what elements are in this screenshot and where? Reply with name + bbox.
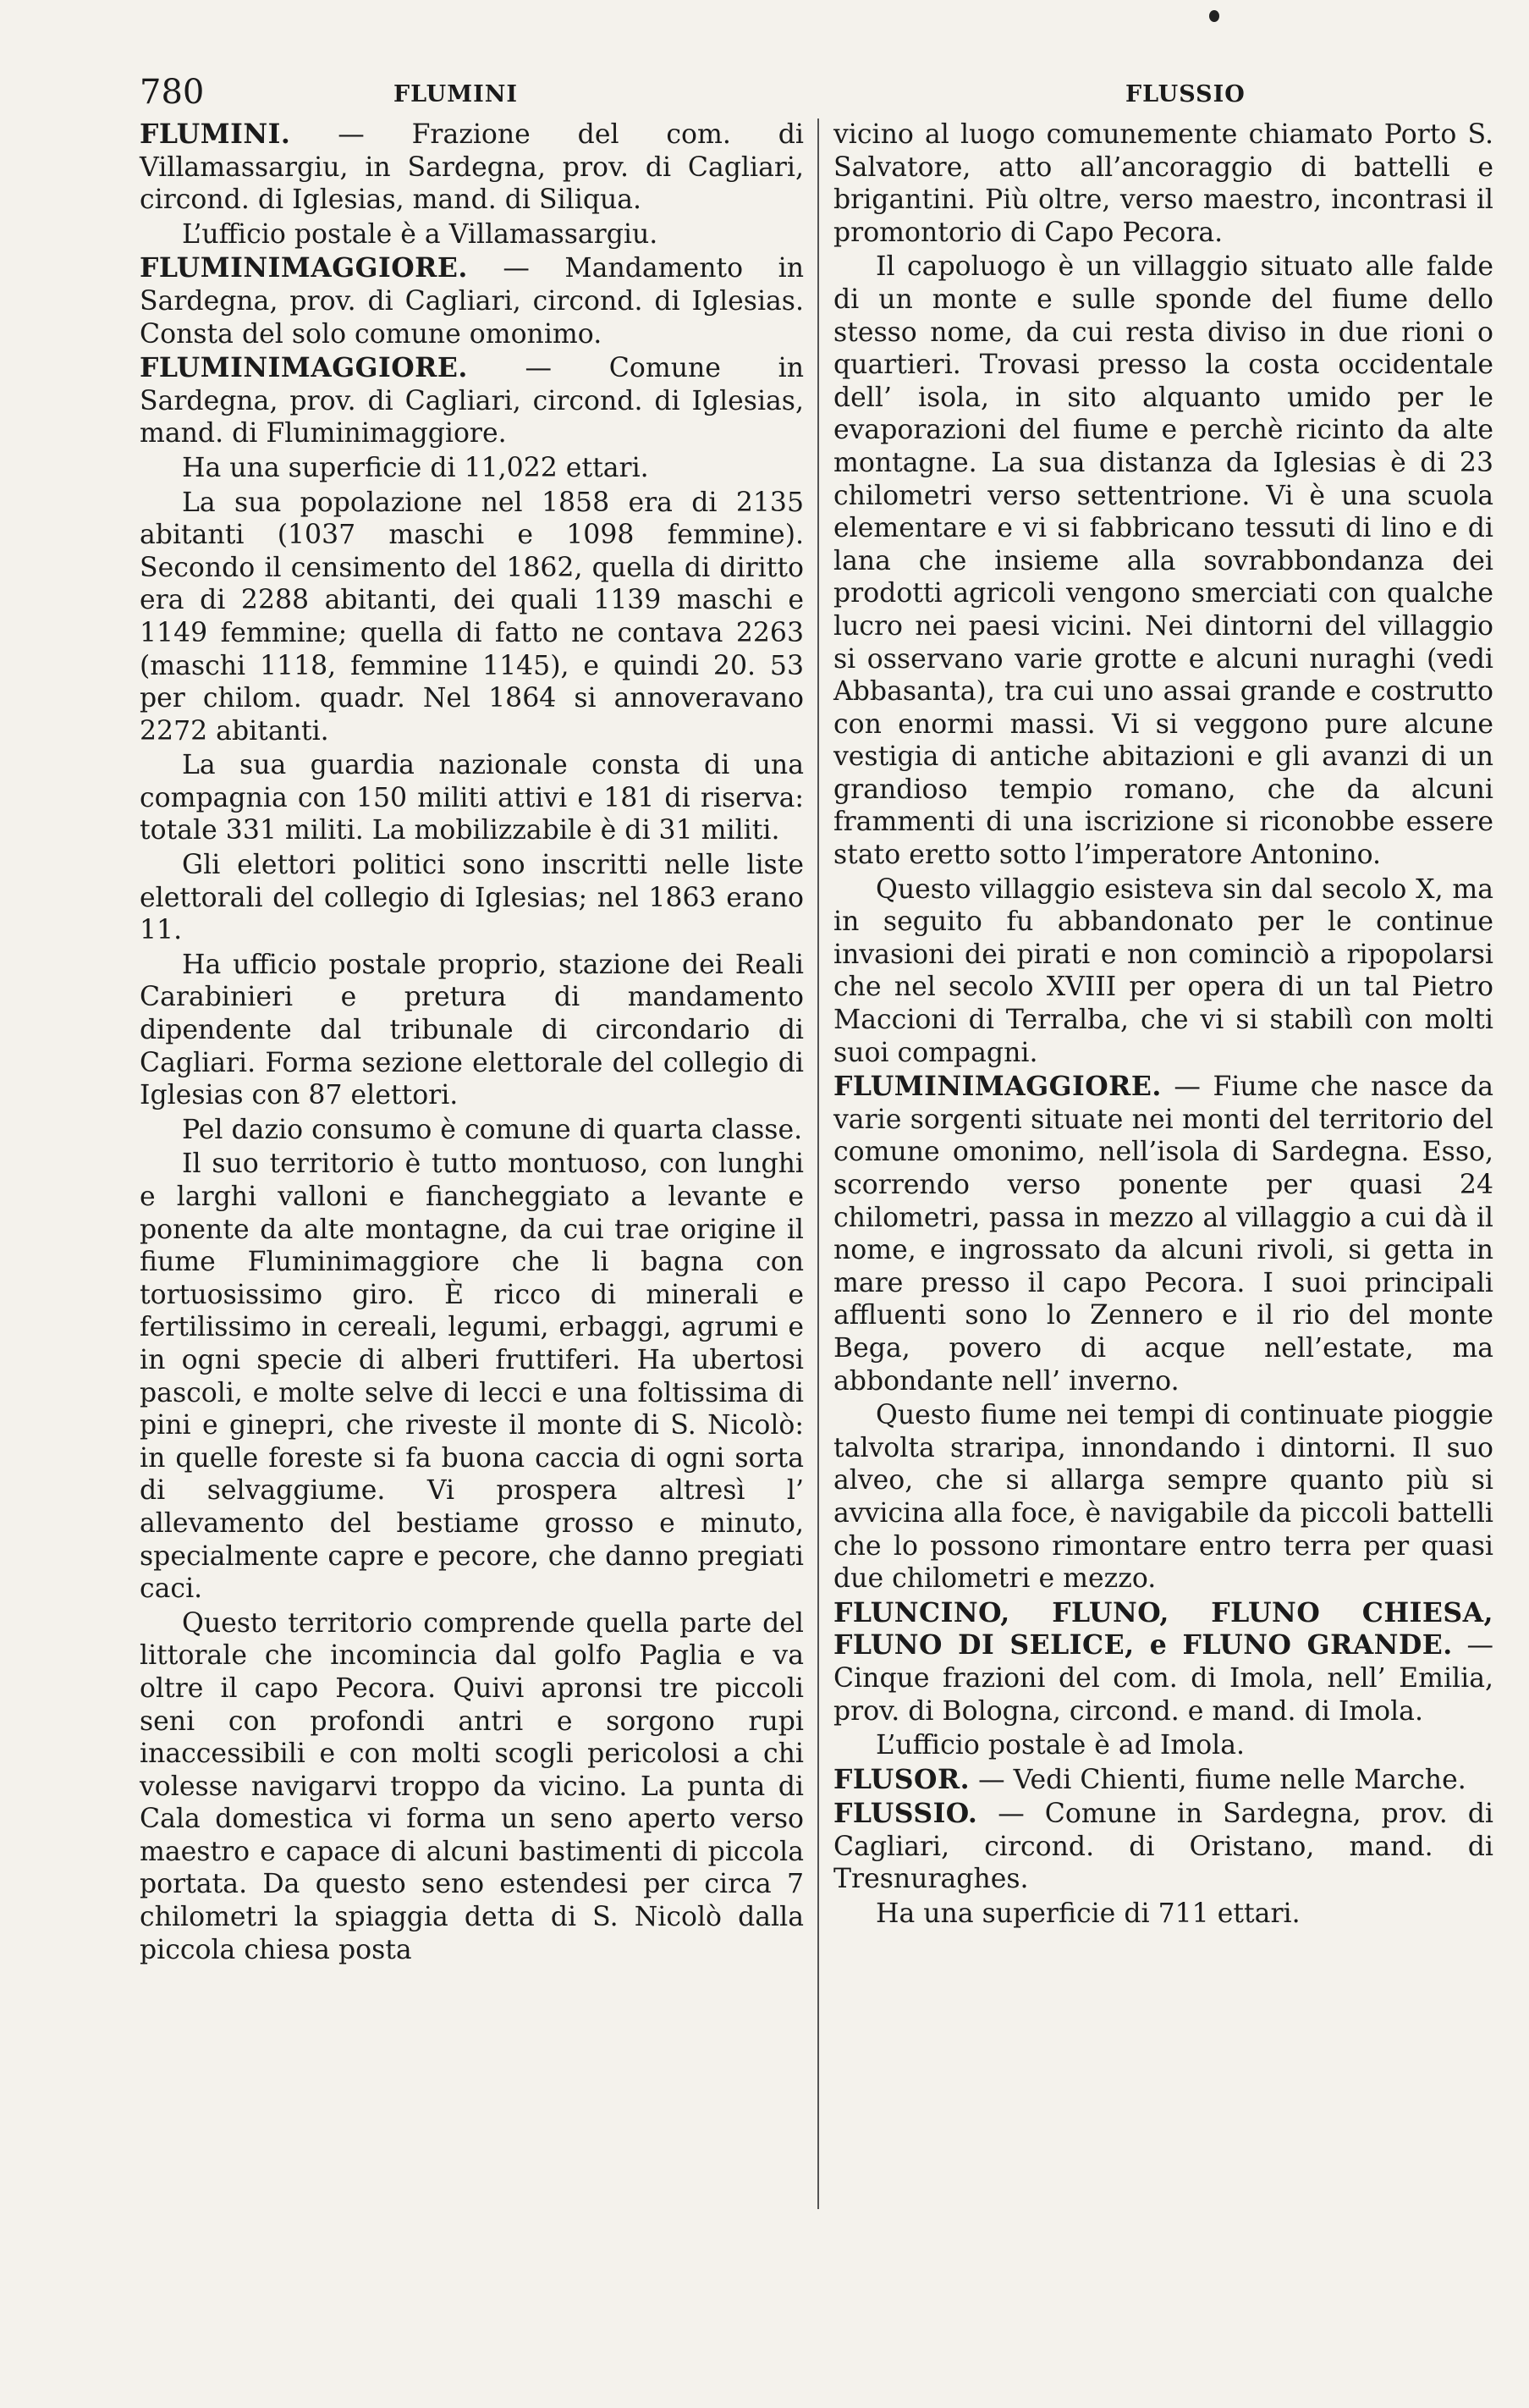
left-running-head: FLUMINI bbox=[393, 81, 519, 107]
paragraph bbox=[833, 873, 1493, 1070]
paragraph bbox=[140, 749, 804, 847]
entry-headword: FLUMINI. bbox=[140, 118, 291, 150]
entry-text: L’ufficio postale è ad Imola. bbox=[876, 1730, 1246, 1761]
entry-headword: FLUMINIMAGGIORE. bbox=[140, 252, 468, 284]
entry-text: Questo fiume nei tempi di continuate pioggie talvolta straripa, innondando i dintorni. Il suo alveo, che si allarga sempre quanto più si avvicina alla foce, è navigabile da piccoli battelli che lo possono rimontare entro terra per quasi due chilometri e mezzo. bbox=[833, 1400, 1493, 1595]
entry-text: Ha una superficie di 11,022 ettari. bbox=[182, 452, 649, 483]
dictionary-entry bbox=[140, 252, 804, 350]
entry-text: La sua popolazione nel 1858 era di 2135 abitanti (1037 maschi e 1098 femmine). Secondo il censimento del 1862, quella di diritto era di 2288 abitanti, dei quali 1139 maschi e 1149 femmine; quella di fatto ne contava 2263 (maschi 1118, femmine 1145), e quindi 20. 53 per chilom. quadr. Nel 1864 si annoveravano 2272 abitanti. bbox=[140, 487, 804, 747]
paragraph bbox=[140, 487, 804, 748]
paragraph bbox=[833, 1729, 1493, 1762]
entry-text: Questo villaggio esisteva sin dal secolo X, ma in seguito fu abbandonato per le continue invasioni dei pirati e non cominciò a ripopolarsi che nel secolo XVIII per opera di un tal Pietro Maccioni di Terralba, che vi si stabilì con molti suoi compagni. bbox=[833, 873, 1493, 1068]
entry-text: — Fiume che nasce da varie sorgenti situate nei monti del territorio del comune omonimo, nell’isola di Sardegna. Esso, scorrendo verso ponente per quasi 24 chilometri, passa in mezzo al villaggio a cui dà il nome, e ingrossato da alcuni rivoli, si getta in mare presso il capo Pecora. I suoi principali affluenti sono lo Zennero e il rio del monte Bega, povero di acque nell’estate, ma abbondante nell’ inverno. bbox=[833, 1072, 1493, 1397]
paragraph bbox=[833, 251, 1493, 871]
paragraph bbox=[140, 949, 804, 1112]
entry-text: — Comune in Sardegna, prov. di Cagliari, circond. di Iglesias, mand. di Fluminimaggiore. bbox=[140, 353, 804, 449]
paragraph bbox=[140, 849, 804, 947]
entry-headword: FLUSOR. bbox=[833, 1763, 971, 1795]
paragraph bbox=[833, 1898, 1493, 1931]
entry-text: Ha una superficie di 711 ettari. bbox=[876, 1898, 1301, 1930]
entry-text: Il suo territorio è tutto montuoso, con lunghi e larghi valloni e fiancheggiato a levante e ponente da alte montagne, da cui trae origine il fiume Fluminimaggiore che li bagna con tortuosissimo giro. È ricco di minerali e fertilissimo in cereali, legumi, erbaggi, agrumi e in ogni specie di alberi fruttiferi. Ha ubertosi pascoli, e molte selve di lecci e una foltissima di pini e ginepri, che riveste il monte di S. Nicolò: in quelle foreste si fa buona caccia di ogni sorta di selvaggiume. Vi prospera altresì l’ allevamento del bestiame grosso e minuto, specialmente capre e pecore, che danno pregiati caci. bbox=[140, 1149, 804, 1605]
left-column bbox=[140, 118, 804, 1968]
dictionary-entry bbox=[833, 1597, 1493, 1727]
entry-text: — Cinque frazioni del com. di Imola, nell’ Emilia, prov. di Bologna, circond. e mand. di Imola. bbox=[833, 1630, 1494, 1727]
paragraph bbox=[140, 1607, 804, 1967]
dictionary-entry bbox=[833, 1798, 1493, 1896]
entry-headword: FLUMINIMAGGIORE. bbox=[140, 352, 468, 384]
dictionary-entry bbox=[140, 352, 804, 450]
entry-text: Pel dazio consumo è comune di quarta classe. bbox=[182, 1114, 803, 1145]
right-column bbox=[833, 118, 1493, 1932]
page-number: 780 bbox=[140, 73, 205, 112]
entry-text: L’ufficio postale è a Villamassargiu. bbox=[182, 218, 658, 250]
paragraph bbox=[833, 118, 1493, 249]
paragraph bbox=[140, 452, 804, 485]
right-running-head: FLUSSIO bbox=[1125, 81, 1246, 107]
ink-dot bbox=[1209, 10, 1219, 22]
entry-text: La sua guardia nazionale consta di una compagnia con 150 militi attivi e 181 di riserva: totale 331 militi. La mobilizzabile è di 31 militi. bbox=[140, 750, 804, 846]
paragraph bbox=[140, 218, 804, 251]
dictionary-entry bbox=[833, 1071, 1493, 1397]
entry-headword: FLUNCINO, FLUNO, FLUNO CHIESA, FLUNO DI SELICE, e FLUNO GRANDE. bbox=[833, 1596, 1493, 1661]
entry-text: Gli elettori politici sono inscritti nelle liste elettorali del collegio di Iglesias; nel 1863 erano 11. bbox=[140, 850, 804, 946]
entry-text: Il capoluogo è un villaggio situato alle falde di un monte e sulle sponde del fiume dello stesso nome, da cui resta diviso in due rioni o quartieri. Trovasi presso la costa occidentale dell’ isola, in sito alquanto umido per le evaporazioni del fiume e perchè ricinto da alte montagne. La sua distanza da Iglesias è di 23 chilometri verso settentrione. Vi è una scuola elementare e vi si fabbricano tessuti di lino e di lana che insieme alla sovrabbondanza dei prodotti agricoli vengono smerciati con qualche lucro nei paesi vicini. Nei dintorni del villaggio si osservano varie grotte e alcuni nuraghi (vedi Abbasanta), tra cui uno assai grande e costrutto con enormi massi. Vi si veggono pure alcune vestigia di antiche abitazioni e gli avanzi di un grandioso tempio romano, che da alcuni frammenti di una iscrizione si riconobbe essere stato eretto sotto l’imperatore Antonino. bbox=[833, 251, 1493, 871]
dictionary-entry bbox=[140, 118, 804, 217]
entry-text: — Comune in Sardegna, prov. di Cagliari, circond. di Oristano, mand. di Tresnuraghes. bbox=[833, 1799, 1493, 1895]
entry-headword: FLUMINIMAGGIORE. bbox=[833, 1071, 1162, 1103]
entry-text: — Frazione del com. di Villamassargiu, in Sardegna, prov. di Cagliari, circond. di Iglesias, mand. di Siliqua. bbox=[140, 119, 804, 216]
entry-text: Questo territorio comprende quella parte del littorale che incomincia dal golfo Paglia e va oltre il capo Pecora. Quivi apronsi tre piccoli seni con profondi antri e sorgono rupi inaccessibili e con molti scogli pericolosi a chi volesse navigarvi troppo da vicino. La punta di Cala domestica vi forma un seno aperto verso maestro e capace di alcuni bastimenti di piccola portata. Da questo seno estendesi per circa 7 chilometri la spiaggia detta di S. Nicolò dalla piccola chiesa posta bbox=[140, 1607, 804, 1965]
paragraph bbox=[833, 1399, 1493, 1595]
column-divider bbox=[817, 118, 819, 2209]
entry-text: — Vedi Chienti, fiume nelle Marche. bbox=[970, 1764, 1466, 1795]
dictionary-entry bbox=[833, 1764, 1493, 1797]
entry-text: Ha ufficio postale proprio, stazione dei Reali Carabinieri e pretura di mandamento dipendente dal tribunale di circondario di Cagliari. Forma sezione elettorale del collegio di Iglesias con 87 elettori. bbox=[140, 949, 804, 1111]
paragraph bbox=[140, 1114, 804, 1147]
entry-headword: FLUSSIO. bbox=[833, 1798, 978, 1830]
entry-text: vicino al luogo comunemente chiamato Porto S. Salvatore, atto all’ancoraggio di battelli e brigantini. Più oltre, verso maestro, incontrasi il promontorio di Capo Pecora. bbox=[833, 119, 1493, 248]
entry-text: — Mandamento in Sardegna, prov. di Cagliari, circond. di Iglesias. Consta del solo comune omonimo. bbox=[140, 253, 804, 350]
paragraph bbox=[140, 1148, 804, 1605]
